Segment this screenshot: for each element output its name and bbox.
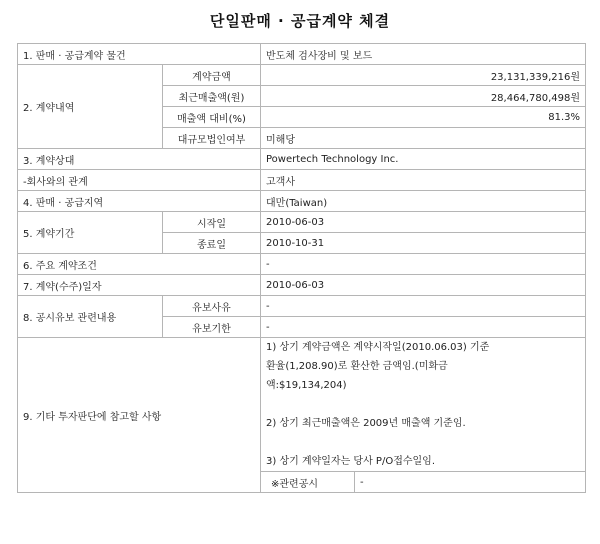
sub-label-deferral-reason: 유보사유 <box>163 296 261 317</box>
sub-label-sales-ratio: 매출액 대비(%) <box>163 107 261 128</box>
other-notes-text <box>261 338 586 472</box>
row-value-main-terms: - <box>261 254 586 275</box>
row-value-contract-item: 반도체 검사장비 및 보드 <box>261 44 586 65</box>
row-label-disclosure-deferral: 8. 공시유보 관련내용 <box>18 296 163 338</box>
note-1-line-1: 1) 상기 계약금액은 계약시작일(2010.06.03) 기준 <box>266 342 490 353</box>
table-row <box>18 338 586 472</box>
row-label-relationship: -회사와의 관계 <box>18 170 261 191</box>
sub-label-contract-amount: 계약금액 <box>163 65 261 86</box>
sub-label-start-date: 시작일 <box>163 212 261 233</box>
document-title: 단일판매 · 공급계약 체결 <box>209 12 391 30</box>
table-row <box>18 170 586 191</box>
sub-label-recent-sales: 최근매출액(원) <box>163 86 261 107</box>
sub-label-large-corp: 대규모법인여부 <box>163 128 261 149</box>
row-label-counterparty: 3. 계약상대 <box>18 149 261 170</box>
value-end-date: 2010-10-31 <box>261 233 586 254</box>
row-label-main-terms: 6. 주요 계약조건 <box>18 254 261 275</box>
row-value-counterparty: Powertech Technology Inc. <box>261 149 586 170</box>
row-value-contract-date: 2010-06-03 <box>261 275 586 296</box>
row-value-relationship: 고객사 <box>261 170 586 191</box>
contract-table <box>17 43 586 493</box>
table-row <box>18 212 586 233</box>
value-sales-ratio: 81.3% <box>261 107 586 128</box>
value-deferral-deadline: - <box>261 317 586 338</box>
value-start-date: 2010-06-03 <box>261 212 586 233</box>
table-row <box>18 44 586 65</box>
sub-label-deferral-deadline: 유보기한 <box>163 317 261 338</box>
value-deferral-reason: - <box>261 296 586 317</box>
value-contract-amount: 23,131,339,216원 <box>261 65 586 86</box>
row-label-contract-item: 1. 판매 · 공급계약 물건 <box>18 44 261 65</box>
row-label-contract-period: 5. 계약기간 <box>18 212 163 254</box>
note-3: 3) 상기 계약일자는 당사 P/O접수일임. <box>266 456 436 467</box>
row-value-supply-region: 대만(Taiwan) <box>261 191 586 212</box>
value-recent-sales: 28,464,780,498원 <box>261 86 586 107</box>
table-row <box>18 65 586 86</box>
table-row <box>18 149 586 170</box>
table-row <box>18 275 586 296</box>
table-row <box>18 296 586 317</box>
note-1-line-3: 액:$19,134,204) <box>266 380 347 391</box>
note-1-line-2: 환율(1,208.90)로 환산한 금액임.(미화금 <box>266 361 448 372</box>
value-large-corp: 미해당 <box>261 128 586 149</box>
row-label-contract-date: 7. 계약(수주)일자 <box>18 275 261 296</box>
note-2: 2) 상기 최근매출액은 2009년 매출액 기준임. <box>266 418 466 429</box>
row-label-supply-region: 4. 판매 · 공급지역 <box>18 191 261 212</box>
sub-label-end-date: 종료일 <box>163 233 261 254</box>
table-row <box>18 254 586 275</box>
related-disclosure-value: - <box>360 476 364 488</box>
table-row <box>18 191 586 212</box>
row-label-other-notes: 9. 기타 투자판단에 참고할 사항 <box>18 338 261 493</box>
row-label-contract-details: 2. 계약내역 <box>18 65 163 149</box>
related-disclosure-label: ※관련공시 <box>266 472 355 492</box>
related-disclosure-cell <box>261 472 586 493</box>
related-disclosure-table <box>266 472 580 492</box>
